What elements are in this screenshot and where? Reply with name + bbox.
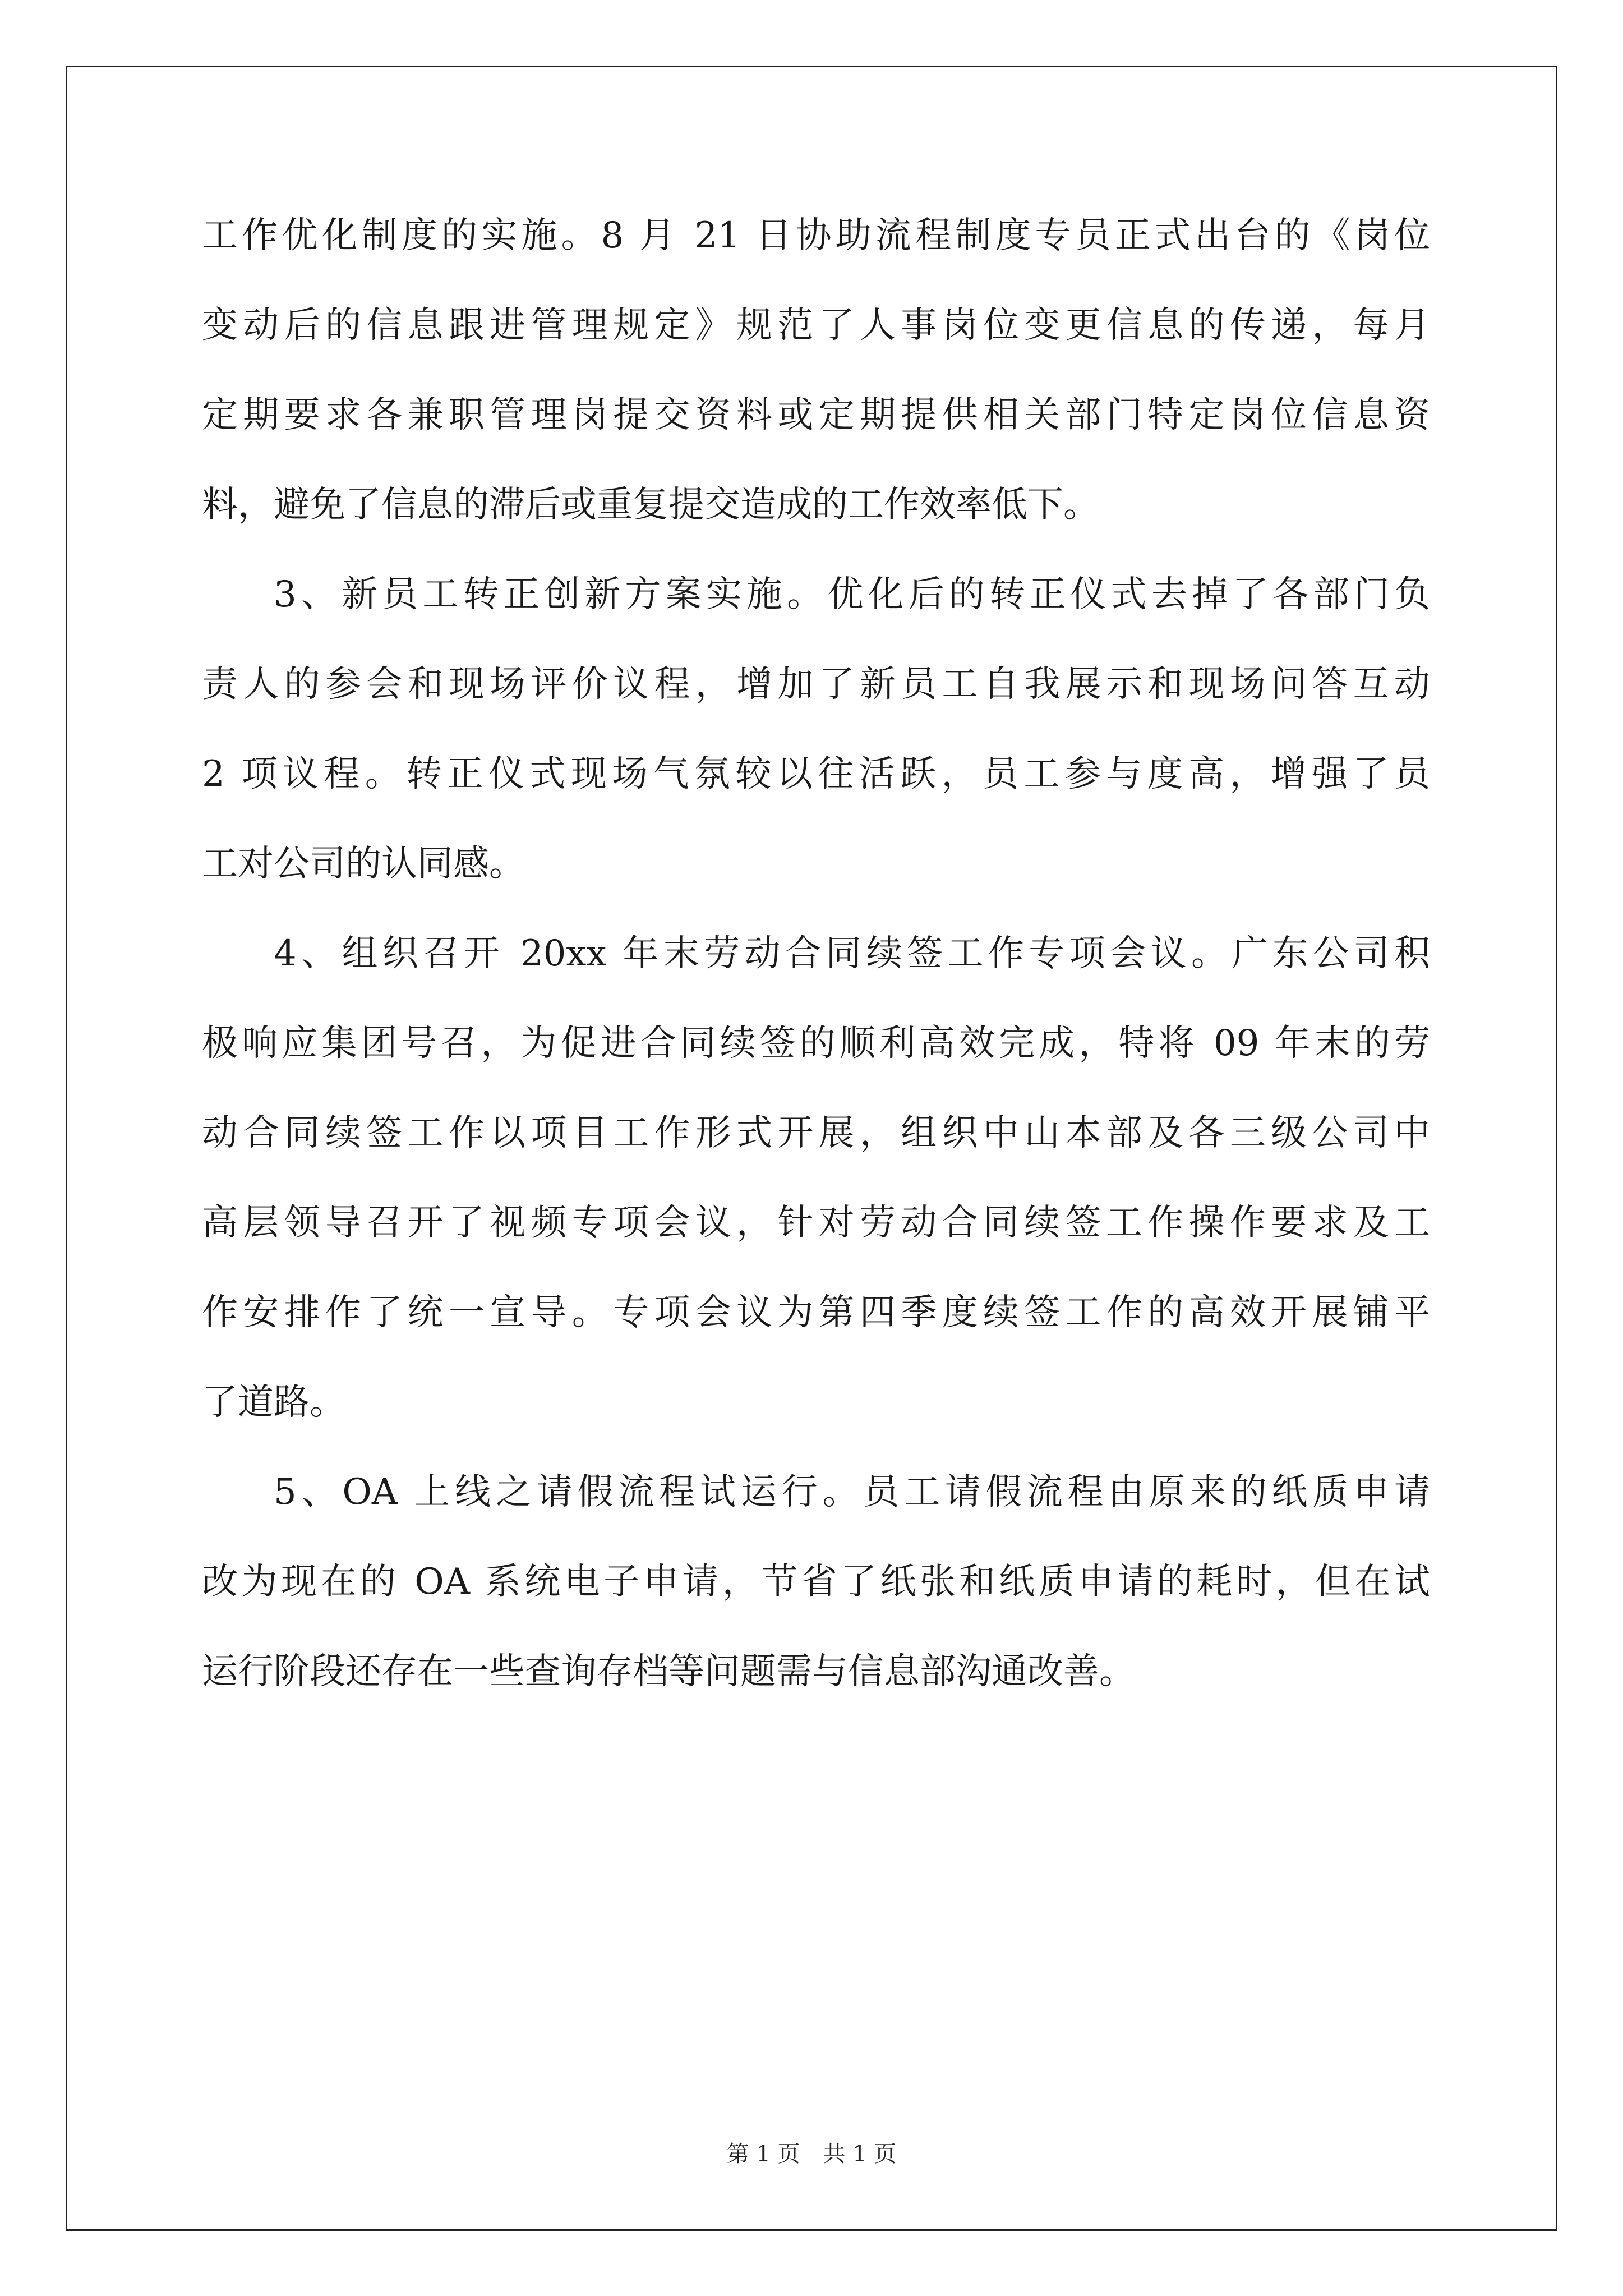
paragraph-3-line-2: 极响应集团号召，为促进合同续签的顺利高效完成，特将 09 年末的劳 <box>202 1023 1430 1064</box>
paragraph-4-line-2: 改为现在的 OA 系统电子申请，节省了纸张和纸质申请的耗时，但在试 <box>202 1561 1430 1603</box>
paragraph-1-line-4: 料，避免了信息的滞后或重复提交造成的工作效率低下。 <box>202 484 1099 526</box>
paragraph-1-line-3: 定期要求各兼职管理岗提交资料或定期提供相关部门特定岗位信息资 <box>202 394 1430 436</box>
paragraph-2-line-4: 工对公司的认同感。 <box>202 843 525 885</box>
paragraph-2-line-3: 2 项议程。转正仪式现场气氛较以往活跃，员工参与度高，增强了员 <box>202 753 1430 795</box>
paragraph-3-line-4: 高层领导召开了视频专项会议，针对劳动合同续签工作操作要求及工 <box>202 1202 1430 1244</box>
document-body <box>202 191 1430 1717</box>
page-number: 第 1 页 <box>726 2141 800 2167</box>
paragraph-3-line-3: 动合同续签工作以项目工作形式开展，组织中山本部及各三级公司中 <box>202 1112 1430 1154</box>
page-total: 共 1 页 <box>823 2141 897 2167</box>
paragraph-3-line-6: 了道路。 <box>202 1382 345 1423</box>
paragraph-4-line-3: 运行阶段还存在一些查询存档等问题需与信息部沟通改善。 <box>202 1651 1135 1692</box>
paragraph-3-line-5: 作安排作了统一宣导。专项会议为第四季度续签工作的高效开展铺平 <box>202 1292 1430 1333</box>
paragraph-3-line-1: 4、组织召开 20xx 年末劳动合同续签工作专项会议。广东公司积 <box>274 933 1430 974</box>
paragraph-4-line-1: 5、OA 上线之请假流程试运行。员工请假流程由原来的纸质申请 <box>274 1471 1430 1513</box>
paragraph-2-line-2: 责人的参会和现场评价议程，增加了新员工自我展示和现场问答互动 <box>202 664 1430 705</box>
paragraph-2-line-1: 3、新员工转正创新方案实施。优化后的转正仪式去掉了各部门负 <box>274 574 1430 615</box>
paragraph-1-line-2: 变动后的信息跟进管理规定》规范了人事岗位变更信息的传递，每月 <box>202 305 1430 346</box>
paragraph-1-line-1: 工作优化制度的实施。8 月 21 日协助流程制度专员正式出台的《岗位 <box>202 215 1430 256</box>
page-footer <box>0 2140 1623 2168</box>
